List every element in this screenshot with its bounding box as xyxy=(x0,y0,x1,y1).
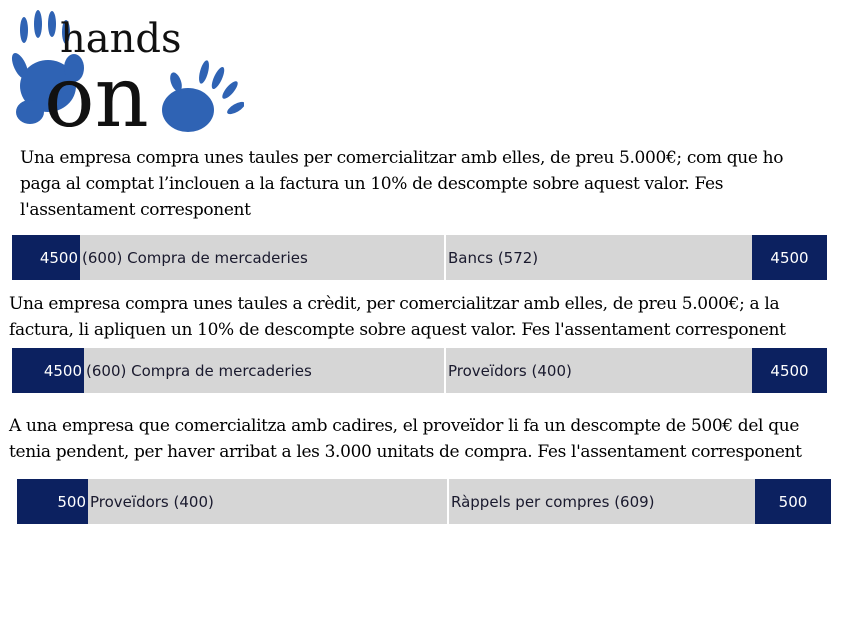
debit-amount: 4500 xyxy=(12,348,84,393)
exercise-statement-1: Una empresa compra unes taules per comercialitzar amb elles, de preu 5.000€; com que ho paga al comptat l’inclouen a la factura un 10% de descompte sobre aquest valor. Fes l'assentament corresponent xyxy=(20,148,784,220)
journal-entry-row-3 xyxy=(17,479,831,524)
journal-entry-row-1 xyxy=(12,235,827,280)
exercise-statement-3: A una empresa que comercialitza amb cadires, el proveïdor li fa un descompte de 500€ del que tenia pendent, per haver arribat a les 3.000 unitats de compra. Fes l'assentament corresponent xyxy=(9,416,802,462)
credit-amount: 4500 xyxy=(752,235,827,280)
credit-amount: 500 xyxy=(755,479,831,524)
credit-account: Proveïdors (400) xyxy=(446,348,752,393)
logo-word-hands: hands xyxy=(60,16,182,62)
right-handprint-icon xyxy=(162,59,244,132)
debit-account: (600) Compra de mercaderies xyxy=(80,235,444,280)
logo-word-on: on xyxy=(44,48,149,140)
hands-on-logo xyxy=(8,8,244,140)
debit-account: (600) Compra de mercaderies xyxy=(84,348,444,393)
journal-entry-row-2 xyxy=(12,348,827,393)
credit-account: Bancs (572) xyxy=(446,235,752,280)
credit-account: Ràppels per compres (609) xyxy=(449,479,755,524)
debit-account: Proveïdors (400) xyxy=(88,479,447,524)
debit-amount: 500 xyxy=(17,479,88,524)
exercise-statement-2: Una empresa compra unes taules a crèdit, per comercialitzar amb elles, de preu 5.000€; a la factura, li apliquen un 10% de descompte sobre aquest valor. Fes l'assentament corresponent xyxy=(9,294,786,340)
debit-amount: 4500 xyxy=(12,235,80,280)
credit-amount: 4500 xyxy=(752,348,827,393)
